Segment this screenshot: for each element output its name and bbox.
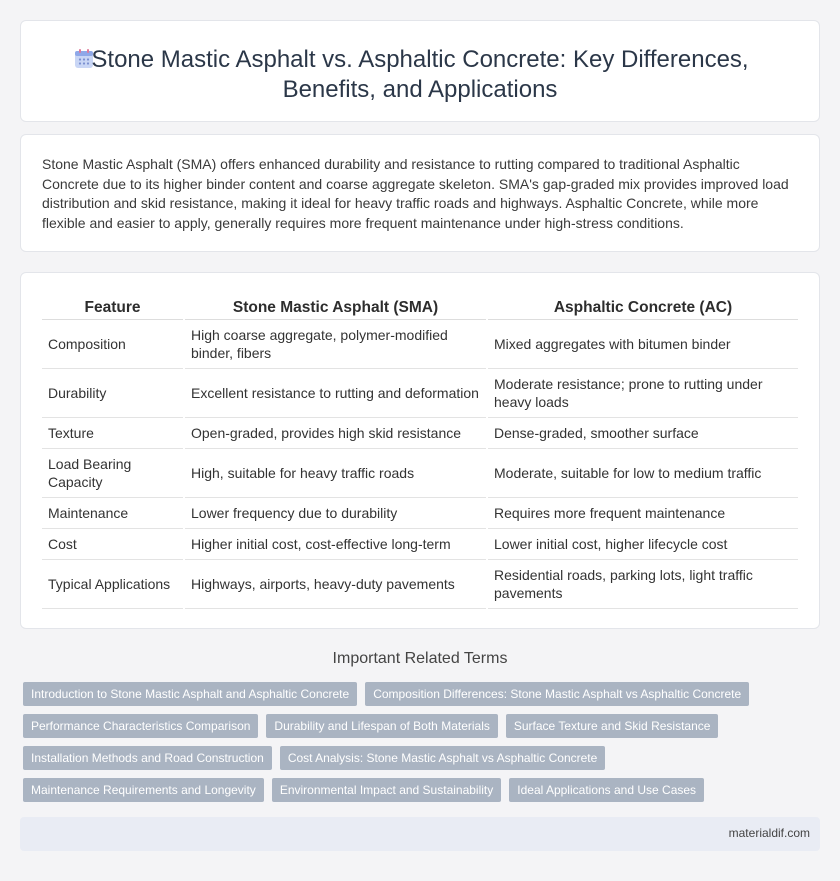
page-title-line-2: Benefits, and Applications	[282, 76, 558, 103]
table-row	[42, 448, 798, 497]
feature-cell: Texture	[42, 417, 184, 448]
footer	[20, 817, 820, 851]
table-header-row	[42, 296, 798, 319]
related-term-tag[interactable]: Maintenance Requirements and Longevity	[23, 778, 264, 802]
sma-cell: Highways, airports, heavy-duty pavements	[184, 559, 487, 608]
sma-cell: High coarse aggregate, polymer-modified binder, fibers	[184, 319, 487, 368]
comparison-table	[42, 296, 798, 609]
related-term-tag[interactable]: Performance Characteristics Comparison	[23, 714, 258, 738]
intro-paragraph: Stone Mastic Asphalt (SMA) offers enhanced durability and resistance to rutting compared to traditional Asphaltic Concrete due to its higher binder content and coarse aggregate skeleton. SMA's gap-graded mix provides improved load distribution and skid resistance, making it ideal for heavy traffic roads and highways. Asphaltic Concrete, while more flexible and easier to apply, generally requires more frequent maintenance under high-stress conditions.	[42, 156, 789, 231]
feature-cell: Composition	[42, 319, 184, 368]
related-term-tag[interactable]: Introduction to Stone Mastic Asphalt and Asphaltic Concrete	[23, 682, 357, 706]
sma-cell: High, suitable for heavy traffic roads	[184, 448, 487, 497]
ac-cell: Requires more frequent maintenance	[487, 497, 798, 528]
table-row	[42, 559, 798, 608]
related-term-tag[interactable]: Ideal Applications and Use Cases	[509, 778, 704, 802]
related-terms-list	[23, 682, 813, 810]
ac-cell: Moderate, suitable for low to medium traffic	[487, 448, 798, 497]
feature-cell: Load Bearing Capacity	[42, 448, 184, 497]
sma-cell: Lower frequency due to durability	[184, 497, 487, 528]
related-term-tag[interactable]: Environmental Impact and Sustainability	[272, 778, 501, 802]
feature-cell: Maintenance	[42, 497, 184, 528]
feature-cell: Cost	[42, 528, 184, 559]
sma-cell: Open-graded, provides high skid resistance	[184, 417, 487, 448]
ac-cell: Dense-graded, smoother surface	[487, 417, 798, 448]
table-row	[42, 417, 798, 448]
related-term-tag[interactable]: Durability and Lifespan of Both Materials	[266, 714, 497, 738]
table-row	[42, 497, 798, 528]
related-term-tag[interactable]: Installation Methods and Road Construction	[23, 746, 272, 770]
related-term-tag[interactable]: Surface Texture and Skid Resistance	[506, 714, 719, 738]
related-terms-heading: Important Related Terms	[332, 650, 508, 667]
intro-card	[20, 134, 820, 252]
sma-cell: Higher initial cost, cost-effective long-term	[184, 528, 487, 559]
ac-cell: Lower initial cost, higher lifecycle cost	[487, 528, 798, 559]
table-row	[42, 319, 798, 368]
related-term-tag[interactable]: Composition Differences: Stone Mastic Asphalt vs Asphaltic Concrete	[365, 682, 749, 706]
comparison-card	[20, 272, 820, 629]
related-term-tag[interactable]: Cost Analysis: Stone Mastic Asphalt vs Asphaltic Concrete	[280, 746, 605, 770]
header-ac: Asphaltic Concrete (AC)	[487, 296, 798, 319]
footer-site-link[interactable]: materialdif.com	[728, 826, 810, 840]
ac-cell: Mixed aggregates with bitumen binder	[487, 319, 798, 368]
table-row	[42, 528, 798, 559]
ac-cell: Residential roads, parking lots, light traffic pavements	[487, 559, 798, 608]
page-title	[21, 45, 819, 105]
feature-cell: Typical Applications	[42, 559, 184, 608]
feature-cell: Durability	[42, 368, 184, 417]
header-feature: Feature	[42, 296, 184, 319]
ac-cell: Moderate resistance; prone to rutting under heavy loads	[487, 368, 798, 417]
header-card	[20, 20, 820, 122]
page-title-line-1: Stone Mastic Asphalt vs. Asphaltic Concrete: Key Differences,	[91, 46, 749, 73]
table-row	[42, 368, 798, 417]
header-sma: Stone Mastic Asphalt (SMA)	[184, 296, 487, 319]
sma-cell: Excellent resistance to rutting and deformation	[184, 368, 487, 417]
